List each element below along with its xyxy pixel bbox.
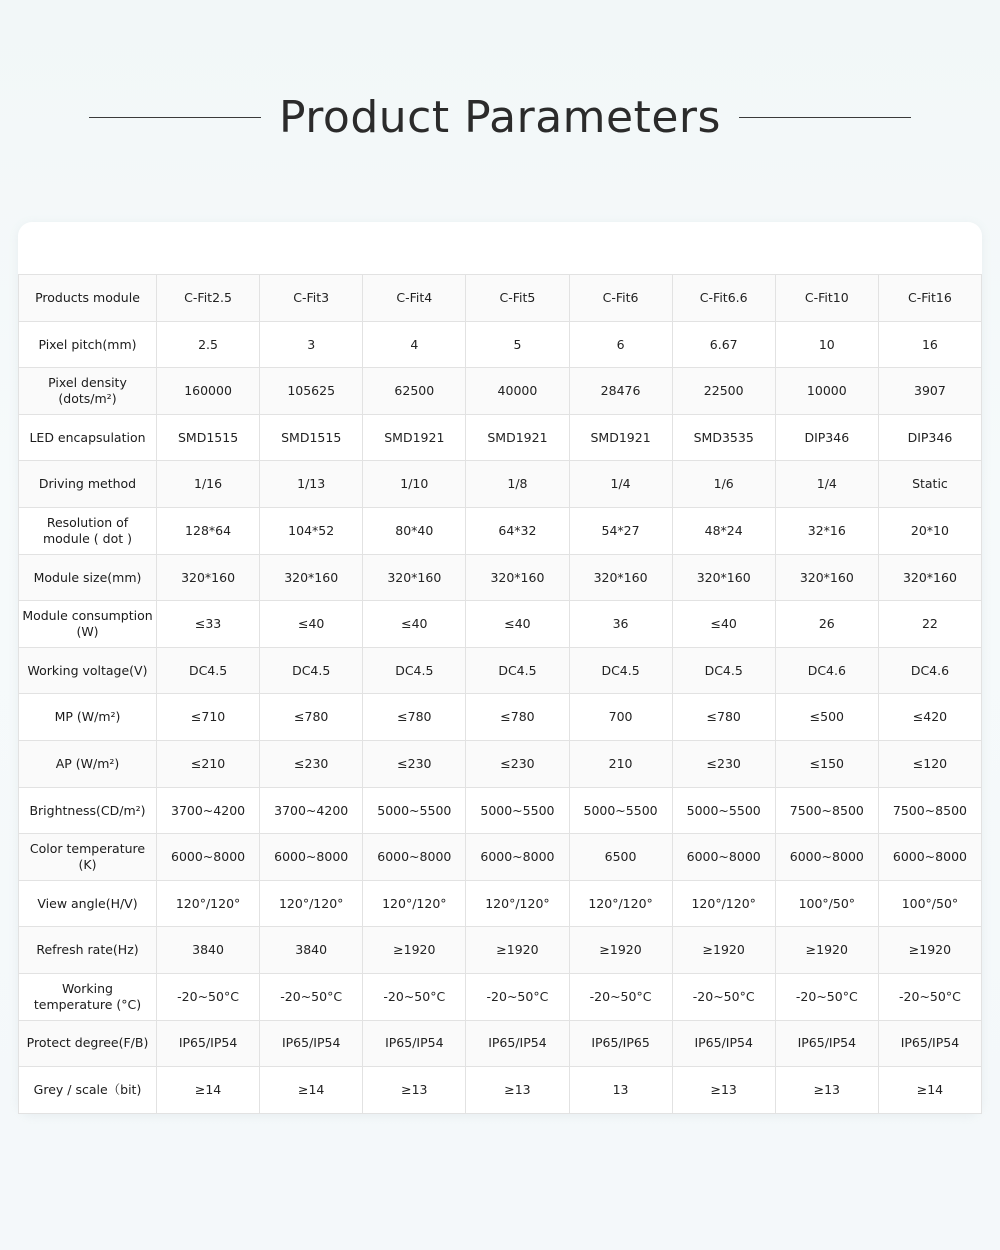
table-cell: 6.67 xyxy=(672,321,775,368)
table-row xyxy=(19,740,982,787)
table-cell: 32*16 xyxy=(775,507,878,554)
row-label: Refresh rate(Hz) xyxy=(19,927,157,974)
table-cell: 40000 xyxy=(466,368,569,415)
table-row xyxy=(19,321,982,368)
table-cell: SMD1515 xyxy=(260,414,363,461)
table-cell: IP65/IP54 xyxy=(260,1020,363,1067)
table-cell: 5 xyxy=(466,321,569,368)
row-label: Working voltage(V) xyxy=(19,647,157,694)
table-cell: 5000~5500 xyxy=(466,787,569,834)
table-cell: 10 xyxy=(775,321,878,368)
table-cell: C-Fit5 xyxy=(466,275,569,322)
table-row xyxy=(19,694,982,741)
table-row xyxy=(19,554,982,601)
table-cell: IP65/IP54 xyxy=(775,1020,878,1067)
table-cell: DC4.5 xyxy=(363,647,466,694)
table-cell: ≤120 xyxy=(878,740,981,787)
row-label: Driving method xyxy=(19,461,157,508)
row-label: Grey / scale（bit) xyxy=(19,1067,157,1114)
table-cell: ≤230 xyxy=(466,740,569,787)
table-row xyxy=(19,1020,982,1067)
table-cell: 320*160 xyxy=(363,554,466,601)
table-cell: ≤33 xyxy=(157,601,260,648)
table-cell: 26 xyxy=(775,601,878,648)
table-cell: -20~50°C xyxy=(466,973,569,1020)
table-row xyxy=(19,647,982,694)
table-cell: 104*52 xyxy=(260,507,363,554)
table-cell: -20~50°C xyxy=(569,973,672,1020)
row-label: Protect degree(F/B) xyxy=(19,1020,157,1067)
table-row xyxy=(19,1067,982,1114)
table-cell: C-Fit16 xyxy=(878,275,981,322)
table-cell: ≤150 xyxy=(775,740,878,787)
table-cell: 13 xyxy=(569,1067,672,1114)
table-cell: ≥13 xyxy=(466,1067,569,1114)
table-row xyxy=(19,368,982,415)
table-cell: C-Fit6.6 xyxy=(672,275,775,322)
table-cell: 320*160 xyxy=(569,554,672,601)
table-cell: 80*40 xyxy=(363,507,466,554)
table-cell: ≤500 xyxy=(775,694,878,741)
table-cell: 320*160 xyxy=(466,554,569,601)
table-cell: ≤40 xyxy=(466,601,569,648)
table-cell: 1/8 xyxy=(466,461,569,508)
table-cell: ≥1920 xyxy=(569,927,672,974)
table-cell: 6 xyxy=(569,321,672,368)
table-cell: ≤230 xyxy=(363,740,466,787)
table-cell: 5000~5500 xyxy=(569,787,672,834)
table-cell: ≥1920 xyxy=(775,927,878,974)
table-cell: 105625 xyxy=(260,368,363,415)
table-cell: IP65/IP65 xyxy=(569,1020,672,1067)
table-cell: ≤40 xyxy=(363,601,466,648)
table-cell: 1/4 xyxy=(775,461,878,508)
table-cell: 120°/120° xyxy=(260,880,363,927)
table-cell: SMD3535 xyxy=(672,414,775,461)
table-cell: 700 xyxy=(569,694,672,741)
table-body xyxy=(19,275,982,1114)
table-cell: -20~50°C xyxy=(878,973,981,1020)
table-cell: 3 xyxy=(260,321,363,368)
table-cell: C-Fit6 xyxy=(569,275,672,322)
table-cell: ≤40 xyxy=(672,601,775,648)
table-cell: 320*160 xyxy=(775,554,878,601)
table-cell: 36 xyxy=(569,601,672,648)
row-label: Working temperature (°C) xyxy=(19,973,157,1020)
title-rule-left xyxy=(89,117,261,118)
table-cell: 3700~4200 xyxy=(157,787,260,834)
product-parameters-table xyxy=(18,274,982,1114)
table-cell: DC4.6 xyxy=(775,647,878,694)
table-cell: 3840 xyxy=(260,927,363,974)
table-cell: C-Fit10 xyxy=(775,275,878,322)
table-cell: ≤710 xyxy=(157,694,260,741)
table-cell: ≤230 xyxy=(260,740,363,787)
table-cell: DC4.6 xyxy=(878,647,981,694)
table-cell: DC4.5 xyxy=(157,647,260,694)
table-cell: 64*32 xyxy=(466,507,569,554)
table-row xyxy=(19,461,982,508)
table-cell: 7500~8500 xyxy=(878,787,981,834)
table-cell: ≤780 xyxy=(260,694,363,741)
table-cell: DIP346 xyxy=(878,414,981,461)
table-cell: 5000~5500 xyxy=(363,787,466,834)
table-cell: ≤780 xyxy=(466,694,569,741)
table-cell: IP65/IP54 xyxy=(672,1020,775,1067)
table-cell: 5000~5500 xyxy=(672,787,775,834)
table-cell: 3840 xyxy=(157,927,260,974)
table-cell: 1/13 xyxy=(260,461,363,508)
table-cell: 120°/120° xyxy=(363,880,466,927)
table-cell: -20~50°C xyxy=(260,973,363,1020)
table-cell: 1/10 xyxy=(363,461,466,508)
table-cell: 320*160 xyxy=(672,554,775,601)
table-cell: ≥14 xyxy=(878,1067,981,1114)
table-cell: IP65/IP54 xyxy=(157,1020,260,1067)
table-cell: 6000~8000 xyxy=(878,834,981,881)
table-cell: 320*160 xyxy=(157,554,260,601)
table-cell: 28476 xyxy=(569,368,672,415)
table-cell: 22500 xyxy=(672,368,775,415)
table-cell: 120°/120° xyxy=(672,880,775,927)
table-cell: ≤420 xyxy=(878,694,981,741)
table-cell: 120°/120° xyxy=(157,880,260,927)
table-cell: ≤40 xyxy=(260,601,363,648)
title-block xyxy=(0,0,1000,143)
table-cell: -20~50°C xyxy=(157,973,260,1020)
table-cell: ≤230 xyxy=(672,740,775,787)
table-cell: 6000~8000 xyxy=(775,834,878,881)
table-cell: 1/16 xyxy=(157,461,260,508)
table-cell: 54*27 xyxy=(569,507,672,554)
parameters-card xyxy=(18,222,982,1114)
table-cell: 6000~8000 xyxy=(466,834,569,881)
table-cell: Static xyxy=(878,461,981,508)
table-cell: 1/6 xyxy=(672,461,775,508)
table-cell: 62500 xyxy=(363,368,466,415)
table-cell: ≥14 xyxy=(157,1067,260,1114)
table-cell: ≤780 xyxy=(672,694,775,741)
table-cell: 22 xyxy=(878,601,981,648)
row-label: Module size(mm) xyxy=(19,554,157,601)
row-label: Module consumption (W) xyxy=(19,601,157,648)
table-cell: SMD1921 xyxy=(466,414,569,461)
table-cell: C-Fit3 xyxy=(260,275,363,322)
table-row xyxy=(19,507,982,554)
table-row xyxy=(19,275,982,322)
table-cell: 3907 xyxy=(878,368,981,415)
table-cell: DC4.5 xyxy=(260,647,363,694)
table-cell: C-Fit4 xyxy=(363,275,466,322)
table-row xyxy=(19,927,982,974)
table-row xyxy=(19,787,982,834)
row-label: Brightness(CD/m²) xyxy=(19,787,157,834)
table-cell: 7500~8500 xyxy=(775,787,878,834)
table-cell: C-Fit2.5 xyxy=(157,275,260,322)
table-cell: 100°/50° xyxy=(775,880,878,927)
table-cell: 1/4 xyxy=(569,461,672,508)
table-cell: 6000~8000 xyxy=(157,834,260,881)
row-label: AP (W/m²) xyxy=(19,740,157,787)
table-cell: IP65/IP54 xyxy=(466,1020,569,1067)
table-cell: DC4.5 xyxy=(466,647,569,694)
table-row xyxy=(19,834,982,881)
row-label: LED encapsulation xyxy=(19,414,157,461)
title-rule-right xyxy=(739,117,911,118)
table-cell: IP65/IP54 xyxy=(878,1020,981,1067)
table-cell: -20~50°C xyxy=(363,973,466,1020)
table-cell: 6000~8000 xyxy=(363,834,466,881)
table-cell: 210 xyxy=(569,740,672,787)
table-cell: ≥1920 xyxy=(878,927,981,974)
table-cell: ≥1920 xyxy=(363,927,466,974)
row-label: Pixel pitch(mm) xyxy=(19,321,157,368)
table-cell: 10000 xyxy=(775,368,878,415)
table-cell: ≥13 xyxy=(775,1067,878,1114)
table-cell: -20~50°C xyxy=(672,973,775,1020)
table-cell: 160000 xyxy=(157,368,260,415)
table-row xyxy=(19,973,982,1020)
table-cell: ≥1920 xyxy=(466,927,569,974)
row-label: Products module xyxy=(19,275,157,322)
table-cell: SMD1921 xyxy=(569,414,672,461)
row-label: Resolution of module ( dot ) xyxy=(19,507,157,554)
table-cell: 6000~8000 xyxy=(260,834,363,881)
table-row xyxy=(19,414,982,461)
table-cell: ≥13 xyxy=(363,1067,466,1114)
table-cell: ≤780 xyxy=(363,694,466,741)
table-cell: 4 xyxy=(363,321,466,368)
table-cell: 120°/120° xyxy=(466,880,569,927)
table-cell: -20~50°C xyxy=(775,973,878,1020)
table-cell: DC4.5 xyxy=(672,647,775,694)
row-label: Color temperature (K) xyxy=(19,834,157,881)
table-row xyxy=(19,601,982,648)
table-cell: 320*160 xyxy=(260,554,363,601)
table-cell: ≤210 xyxy=(157,740,260,787)
table-cell: 2.5 xyxy=(157,321,260,368)
row-label: View angle(H/V) xyxy=(19,880,157,927)
row-label: Pixel density (dots/m²) xyxy=(19,368,157,415)
page-title: Product Parameters xyxy=(279,92,721,143)
table-cell: 6500 xyxy=(569,834,672,881)
table-cell: DC4.5 xyxy=(569,647,672,694)
table-cell: IP65/IP54 xyxy=(363,1020,466,1067)
table-cell: SMD1921 xyxy=(363,414,466,461)
table-cell: 20*10 xyxy=(878,507,981,554)
row-label: MP (W/m²) xyxy=(19,694,157,741)
table-cell: 320*160 xyxy=(878,554,981,601)
table-row xyxy=(19,880,982,927)
table-cell: ≥13 xyxy=(672,1067,775,1114)
table-cell: 100°/50° xyxy=(878,880,981,927)
table-cell: SMD1515 xyxy=(157,414,260,461)
table-cell: 128*64 xyxy=(157,507,260,554)
table-cell: 3700~4200 xyxy=(260,787,363,834)
table-cell: 120°/120° xyxy=(569,880,672,927)
table-cell: 16 xyxy=(878,321,981,368)
table-cell: DIP346 xyxy=(775,414,878,461)
table-cell: ≥1920 xyxy=(672,927,775,974)
table-cell: 6000~8000 xyxy=(672,834,775,881)
table-cell: 48*24 xyxy=(672,507,775,554)
table-cell: ≥14 xyxy=(260,1067,363,1114)
